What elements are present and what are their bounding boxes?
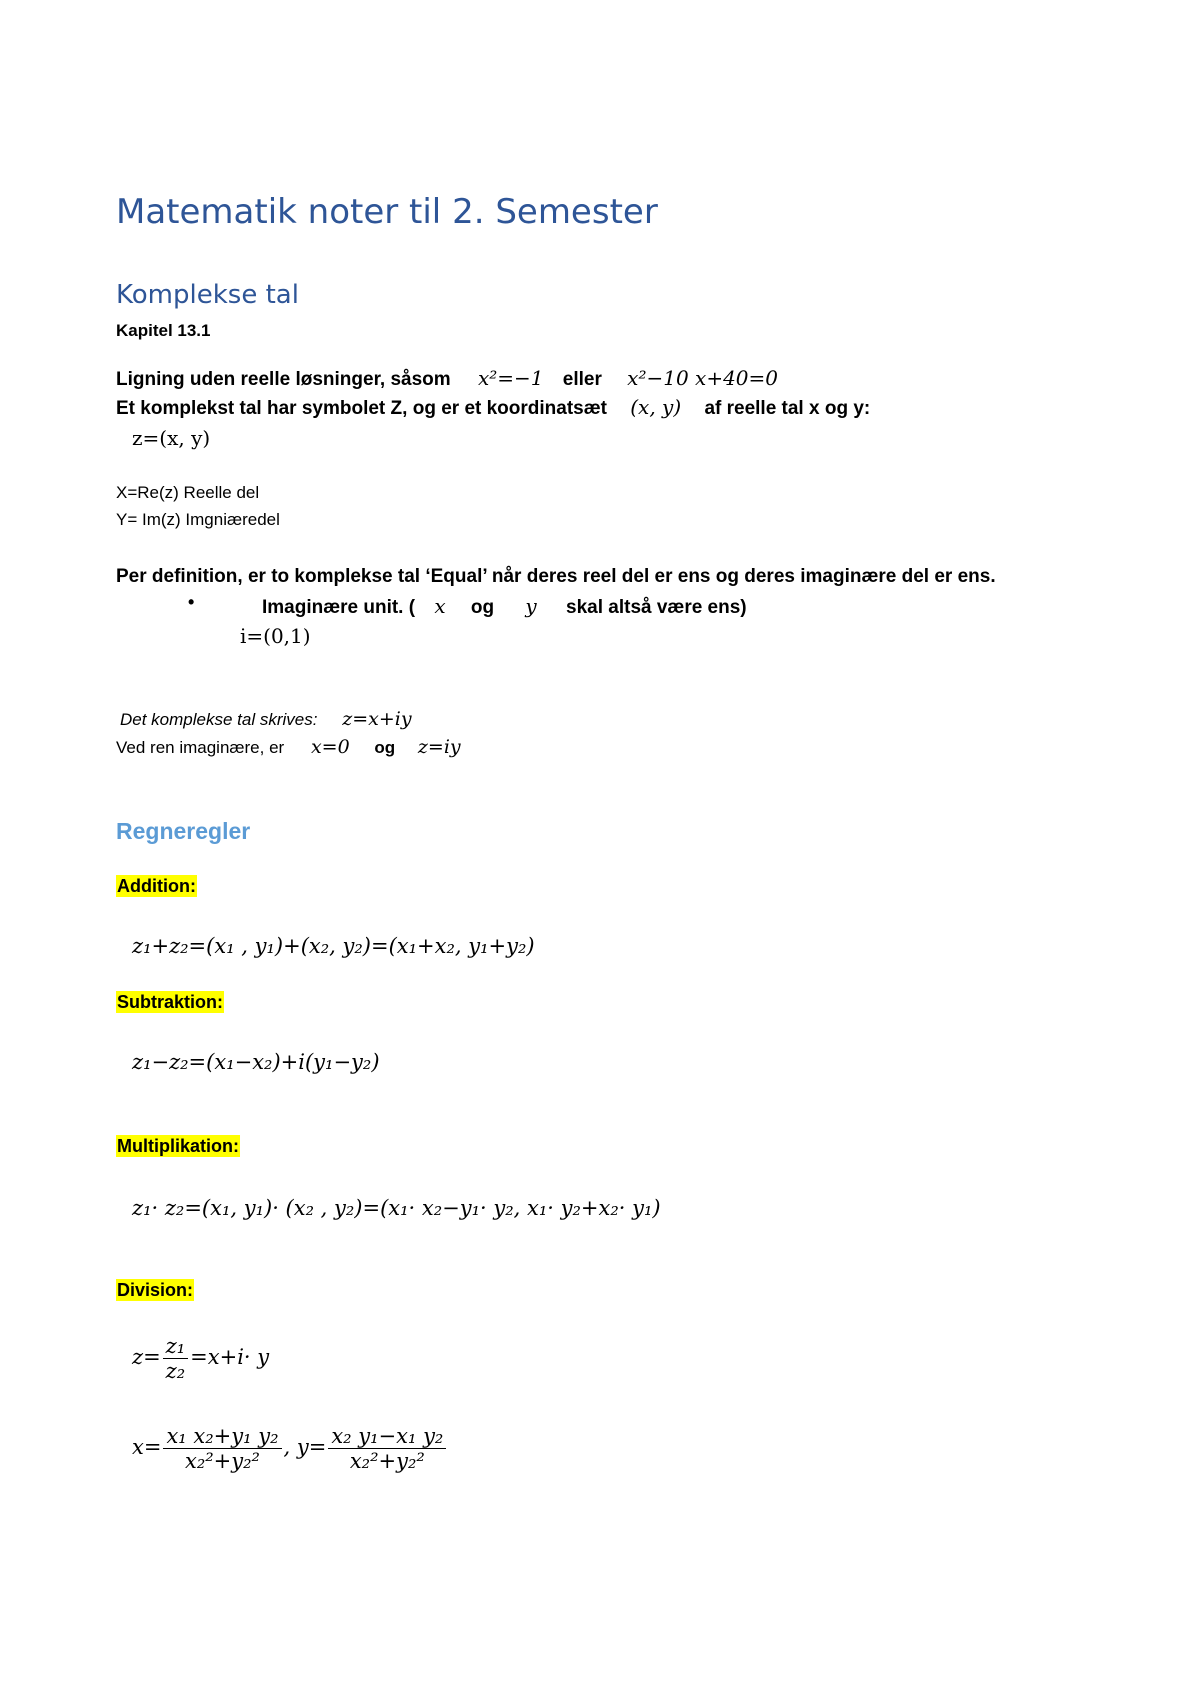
definition-line: Per definition, er to komplekse tal ‘Equal’ når deres reel del er ens og deres imaginære del er ens. xyxy=(116,566,996,587)
division-z-numerator: z₁ xyxy=(163,1334,188,1359)
imaginary-unit-def: i=(0,1) xyxy=(240,624,311,648)
pure-pre: Ved ren imaginære, er xyxy=(116,738,285,757)
division-separator: , y= xyxy=(283,1435,327,1459)
multiplication-label-wrap xyxy=(116,1136,240,1157)
line-complex-number-def xyxy=(116,395,870,420)
equation-x-squared: x²=−1 xyxy=(477,366,544,390)
division-y-denominator: x₂²+y₂² xyxy=(349,1449,425,1473)
addition-label: Addition: xyxy=(117,876,196,896)
pure-imaginary-line xyxy=(116,736,461,758)
subtraction-label-wrap xyxy=(116,992,224,1013)
division-z-lhs: z= xyxy=(132,1345,161,1369)
division-xy-formula xyxy=(132,1424,448,1473)
rules-heading: Regneregler xyxy=(116,818,251,844)
section-heading: Komplekse tal xyxy=(116,280,299,310)
coordinate-pair: (x, y) xyxy=(630,395,682,419)
imag-part-line: Y= Im(z) Imgniæredel xyxy=(116,510,280,529)
multiplication-formula: z₁· z₂=(x₁, y₁)· (x₂ , y₂)=(x₁· x₂−y₁· y₂, x₁· y₂+x₂· y₁) xyxy=(132,1196,661,1220)
division-z-fraction xyxy=(163,1334,188,1383)
bullet-y: y xyxy=(525,594,537,618)
subtraction-label: Subtraktion: xyxy=(117,992,223,1012)
written-label: Det komplekse tal skrives: xyxy=(120,710,318,729)
bullet-marker: • xyxy=(188,592,195,612)
z-equals-pair: z=(x, y) xyxy=(132,426,211,450)
pure-eq1: x=0 xyxy=(310,736,350,758)
subtraction-formula: z₁−z₂=(x₁−x₂)+i(y₁−y₂) xyxy=(132,1050,380,1074)
real-part-line: X=Re(z) Reelle del xyxy=(116,483,260,502)
written-form-line xyxy=(120,708,412,730)
addition-formula: z₁+z₂=(x₁ , y₁)+(x₂, y₂)=(x₁+x₂, y₁+y₂) xyxy=(132,934,535,958)
pure-eq2: z=iy xyxy=(417,736,461,758)
division-y-fraction xyxy=(328,1424,446,1473)
addition-label-wrap xyxy=(116,876,197,897)
bullet-x: x xyxy=(434,594,446,618)
division-y-numerator: x₂ y₁−x₁ y₂ xyxy=(328,1424,446,1449)
division-x-fraction xyxy=(163,1424,281,1473)
division-x-lhs: x= xyxy=(132,1435,162,1459)
equation-quadratic: x²−10 x+40=0 xyxy=(627,366,779,390)
line1-eller: eller xyxy=(562,369,602,390)
line-no-real-solutions xyxy=(116,366,778,391)
bullet-imaginary-unit xyxy=(262,594,747,619)
line2-bold: symbolet Z xyxy=(301,398,403,419)
line2-pre: Et komplekst tal har xyxy=(116,398,302,419)
written-equation: z=x+iy xyxy=(342,708,412,730)
division-x-numerator: x₁ x₂+y₁ y₂ xyxy=(163,1424,281,1449)
division-label: Division: xyxy=(117,1280,194,1300)
line2-tail: af reelle tal x og y: xyxy=(704,398,871,419)
division-x-denominator: x₂²+y₂² xyxy=(184,1449,260,1473)
page-title: Matematik noter til 2. Semester xyxy=(116,192,658,232)
line2-post: , og er et koordinatsæt xyxy=(402,398,607,419)
division-z-denominator: z₂ xyxy=(165,1359,186,1383)
pure-og: og xyxy=(374,738,396,757)
bullet-og: og xyxy=(470,597,495,618)
chapter-label: Kapitel 13.1 xyxy=(116,321,211,340)
division-z-formula xyxy=(132,1334,269,1383)
multiplication-label: Multiplikation: xyxy=(117,1136,239,1156)
line1-text: Ligning uden reelle løsninger, såsom xyxy=(116,369,451,390)
bullet-post: skal altså være ens) xyxy=(566,597,747,618)
division-label-wrap xyxy=(116,1280,194,1301)
division-z-rhs: =x+i· y xyxy=(190,1345,270,1369)
bullet-pre: Imaginære unit. ( xyxy=(262,597,416,618)
